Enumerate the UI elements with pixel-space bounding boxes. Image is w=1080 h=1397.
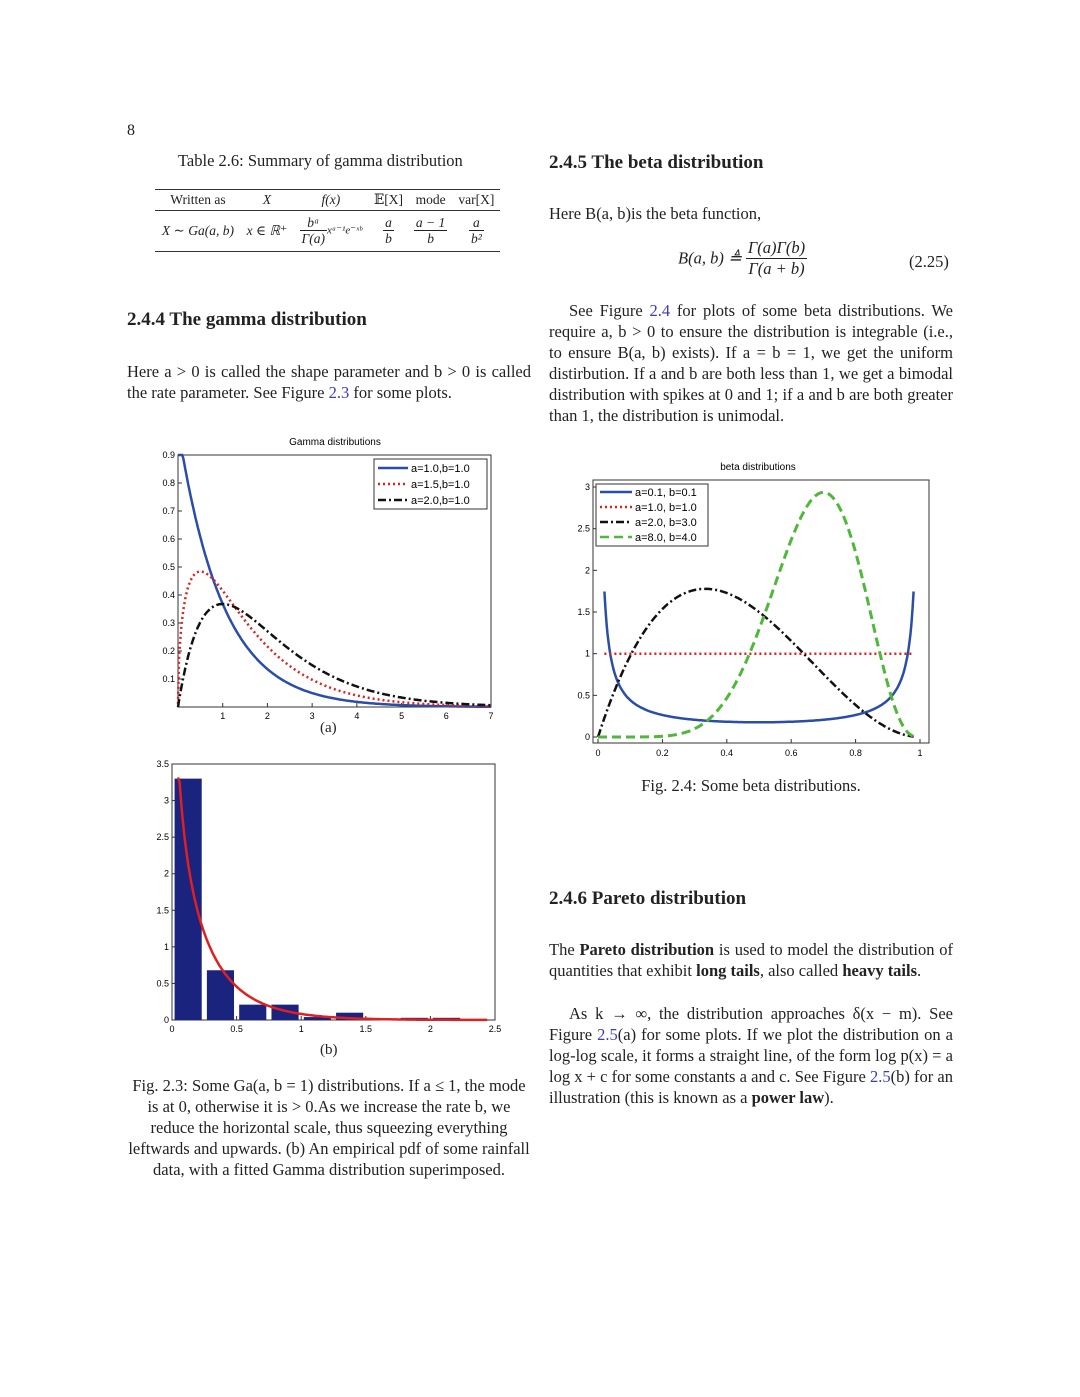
series-line-2: [178, 572, 491, 707]
beta-text-start: See Figure: [569, 301, 650, 320]
x-tick-label: 0.8: [849, 748, 862, 758]
x-tick-label: 6: [443, 711, 449, 720]
mean-numerator: a: [385, 215, 392, 231]
y-tick-label: 1.5: [156, 905, 169, 916]
beta-intro: Here B(a, b)is the beta function,: [549, 204, 762, 223]
table-header: f(x): [321, 192, 341, 207]
figure-caption-2-4: Fig. 2.4: Some beta distributions.: [641, 776, 861, 795]
x-tick-label: 1: [220, 711, 226, 720]
histogram-bar: [175, 779, 202, 1020]
mode-numerator: a − 1: [415, 215, 446, 231]
y-tick-label: 1: [584, 648, 590, 659]
pdf-denominator: Γ(a): [301, 231, 325, 247]
x-tick-label: 0.2: [656, 748, 669, 758]
table-caption: Table 2.6: Summary of gamma distribution: [178, 151, 463, 170]
subfigure-label-b: (b): [320, 1042, 338, 1058]
x-tick-label: 0: [169, 1024, 175, 1034]
legend-label: a=0.1, b=0.1: [635, 487, 697, 499]
table-header: mode: [415, 192, 446, 207]
table-header: X: [262, 192, 272, 207]
y-tick-label: 3: [584, 482, 590, 492]
y-tick-label: 0: [584, 732, 590, 742]
y-tick-label: 2: [163, 868, 169, 879]
chart-legend: [596, 484, 708, 546]
pareto-text: is used to model the distribution of quantities that exhibit: [549, 940, 953, 980]
table-cell-support: x ∈ ℝ⁺: [246, 222, 288, 238]
pdf-rest: xᵃ⁻¹e⁻ˣᵇ: [326, 224, 363, 237]
section-heading-gamma: 2.4.4 The gamma distribution: [127, 309, 367, 330]
x-tick-label: 2: [427, 1024, 433, 1034]
rainfall-histogram: [140, 754, 510, 1039]
table-cell-var: [453, 211, 500, 251]
pareto-text: The: [549, 940, 580, 959]
var-numerator: a: [469, 215, 484, 231]
x-tick-label: 2: [264, 711, 270, 720]
table-cell-written: X ∼ Ga(a, b): [161, 222, 234, 238]
y-tick-label: 2.5: [156, 832, 169, 843]
y-tick-label: 0: [163, 1015, 169, 1025]
equation-denominator: Γ(a + b): [748, 259, 805, 278]
table-header: 𝔼[X]: [374, 192, 404, 207]
y-tick-label: 0.5: [162, 562, 175, 572]
long-tails-term: long tails: [696, 961, 760, 980]
y-tick-label: 1: [163, 941, 169, 952]
gamma-chart: [140, 430, 510, 720]
gamma-paragraph: [127, 361, 531, 403]
x-tick-label: 1: [298, 1024, 304, 1034]
table-header: var[X]: [458, 192, 495, 207]
power-law-term: power law: [751, 1088, 825, 1107]
pareto-paragraph-2: [549, 1003, 953, 1108]
pdf-numerator: bᵃ: [300, 215, 327, 231]
y-tick-label: 3.5: [156, 759, 169, 769]
y-tick-label: 0.7: [162, 506, 175, 516]
x-tick-label: 0.4: [720, 748, 734, 758]
y-tick-label: 1.5: [577, 607, 590, 617]
legend-label: a=2.0,b=1.0: [411, 495, 470, 507]
legend-label: a=1.0,b=1.0: [411, 463, 470, 475]
series-line-3: [598, 589, 914, 737]
histogram-bar: [207, 970, 234, 1020]
pareto-text: (b) for an illustration (this is known as a: [549, 1067, 954, 1107]
table-header: Written as: [170, 192, 226, 207]
y-tick-label: 2: [584, 565, 590, 576]
y-tick-label: 0.5: [577, 690, 590, 701]
figure-link[interactable]: 2.5: [869, 1067, 891, 1086]
section-heading-beta: 2.4.5 The beta distribution: [549, 152, 764, 173]
figure-link[interactable]: 2.5: [597, 1025, 618, 1044]
figure-caption-2-3: Fig. 2.3: Some Ga(a, b = 1) distributions. If a ≤ 1, the mode is at 0, otherwise it is > 0.As we increase the rate b, we reduce the horizontal scale, thus squeezing everything leftwards and upwards. (b) An empirical pdf of some rainfall data, with a fitted Gamma distribution superimposed.: [128, 1076, 530, 1179]
pareto-text: .: [917, 961, 922, 980]
equation-number: (2.25): [909, 252, 949, 271]
y-tick-label: 0.2: [162, 646, 175, 656]
pareto-text: As k → ∞, the distribution approaches δ(x − m). See Figure: [549, 1004, 953, 1044]
x-tick-label: 1.5: [359, 1024, 373, 1034]
x-tick-label: 4: [354, 711, 360, 720]
series-line-3: [178, 604, 491, 707]
figure-link[interactable]: 2.3: [328, 383, 350, 402]
pareto-text: ).: [824, 1088, 834, 1107]
pareto-paragraph-1: [549, 939, 953, 981]
x-tick-label: 0.6: [784, 748, 798, 758]
chart-title: beta distributions: [720, 462, 796, 473]
y-tick-label: 0.8: [162, 478, 175, 488]
pareto-term: Pareto distribution: [579, 940, 715, 959]
equation-lhs: B(a, b) ≜: [678, 248, 742, 268]
equation-numerator: Γ(a)Γ(b): [747, 238, 806, 257]
subfigure-label-a: (a): [320, 720, 337, 736]
table-cell-pdf: [293, 211, 369, 251]
y-tick-label: 0.3: [162, 618, 175, 628]
beta-chart: [560, 455, 940, 765]
pareto-text: , also called: [759, 961, 843, 980]
y-tick-label: 0.5: [156, 978, 169, 989]
x-tick-label: 0: [595, 748, 601, 758]
chart-title: Gamma distributions: [289, 437, 381, 448]
legend-label: a=2.0, b=3.0: [635, 517, 697, 529]
beta-text: for plots of some beta distributions. We require a, b > 0 to ensure the distribution is integrable (i.e., to ensure B(a, b) exists). If a = b = 1, we get the uniform distirbution. If a and b are both less than 1, we get a bimodal distribution with spikes at 0 and 1; if a and b are both greater than 1, the distribution is unimodal.: [549, 301, 953, 425]
y-tick-label: 2.5: [577, 523, 590, 534]
x-tick-label: 2.5: [488, 1024, 502, 1034]
x-tick-label: 1: [917, 748, 923, 758]
beta-paragraph: [549, 300, 953, 426]
y-tick-label: 0.9: [162, 450, 175, 460]
legend-label: a=8.0, b=4.0: [635, 532, 697, 544]
x-tick-label: 3: [309, 711, 315, 720]
y-tick-label: 0.4: [162, 590, 175, 600]
gamma-text: Here a > 0 is called the shape parameter and b > 0 is called the rate parameter. See Figure: [127, 362, 531, 402]
x-tick-label: 0.5: [230, 1024, 243, 1034]
page-number: 8: [127, 122, 135, 139]
chart-legend: [374, 459, 487, 509]
beta-equation: [678, 238, 807, 279]
mode-denominator: b: [427, 231, 434, 247]
section-heading-pareto: 2.4.6 Pareto distribution: [549, 888, 747, 909]
table-cell-mean: [369, 211, 409, 251]
mean-denominator: b: [385, 231, 392, 247]
y-tick-label: 3: [163, 795, 169, 806]
var-denominator: b²: [470, 231, 482, 247]
histogram-bar: [239, 1005, 266, 1020]
y-tick-label: 0.6: [162, 534, 175, 544]
gamma-summary-table: [155, 189, 500, 252]
x-tick-label: 5: [399, 711, 405, 720]
y-tick-label: 0.1: [162, 674, 175, 684]
pareto-text: (a) for some plots. If we plot the distribution on a log-log scale, it forms a straight line, of the form log p(x) = a log x + c for some constants a and c. See Figure: [549, 1025, 953, 1086]
legend-label: a=1.0, b=1.0: [635, 502, 697, 514]
table-cell-mode: [408, 211, 452, 251]
gamma-text-end: for some plots.: [349, 383, 452, 402]
x-tick-label: 7: [488, 711, 494, 720]
figure-link[interactable]: 2.4: [649, 301, 671, 320]
legend-label: a=1.5,b=1.0: [411, 479, 470, 491]
heavy-tails-term: heavy tails: [842, 961, 918, 980]
